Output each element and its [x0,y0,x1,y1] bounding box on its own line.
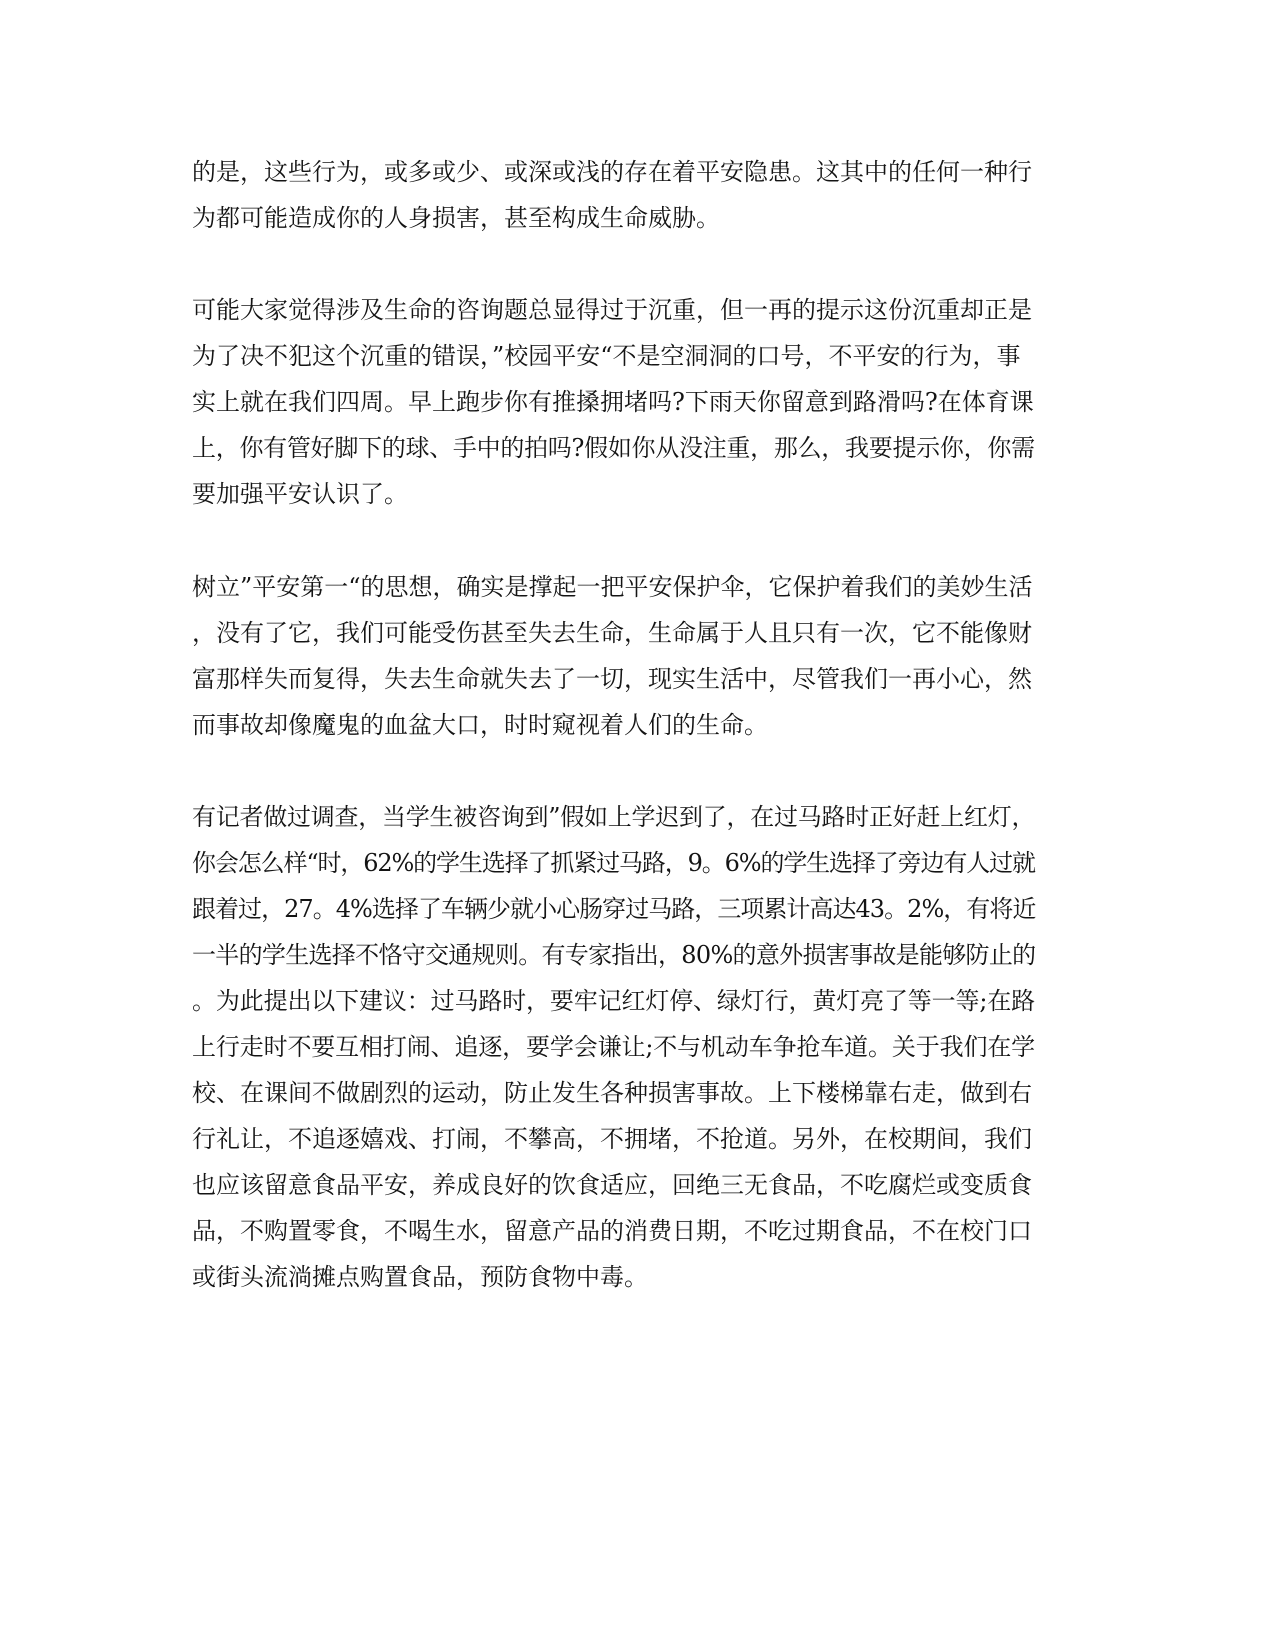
paragraph-3-line-3: 富那样失而复得，失去生命就失去了一切，现实生活中，尽管我们一再小心，然 [192,665,1032,693]
paragraph-2-line-3: 实上就在我们四周。早上跑步你有推搡拥堵吗?下雨天你留意到路滑吗?在体育课 [192,388,1034,416]
paragraph-4-line-11: 或街头流淌摊点购置食品，预防食物中毒。 [192,1263,648,1291]
paragraph-4-line-2: 你会怎么样“时，62%的学生选择了抓紧过马路，9。6%的学生选择了旁边有人过就 [192,849,1035,877]
paragraph-2-line-1: 可能大家觉得涉及生命的咨询题总显得过于沉重，但一再的提示这份沉重却正是 [192,296,1032,324]
paragraph-4-line-6: 上行走时不要互相打闹、追逐，要学会谦让;不与机动车争抢车道。关于我们在学 [192,1033,1036,1061]
paragraph-4-line-1: 有记者做过调查，当学生被咨询到”假如上学迟到了，在过马路时正好赶上红灯， [192,803,1036,831]
paragraph-4-line-9: 也应该留意食品平安，养成良好的饮食适应，回绝三无食品，不吃腐烂或变质食 [192,1171,1032,1199]
paragraph-3-line-4: 而事故却像魔鬼的血盆大口，时时窥视着人们的生命。 [192,711,768,739]
paragraph-4-line-10: 品，不购置零食，不喝生水，留意产品的消费日期，不吃过期食品，不在校门口 [192,1217,1032,1245]
paragraph-4-line-4: 一半的学生选择不恪守交通规则。有专家指出，80%的意外损害事故是能够防止的 [192,941,1036,969]
paragraph-4-line-3: 跟着过，27。4%选择了车辆少就小心肠穿过马路，三项累计高达43。2%，有将近 [192,895,1036,923]
paragraph-1-line-2: 为都可能造成你的人身损害，甚至构成生命威胁。 [192,204,720,232]
paragraph-2-line-5: 要加强平安认识了。 [192,480,408,508]
paragraph-4-line-7: 校、在课间不做剧烈的运动，防止发生各种损害事故。上下楼梯靠右走，做到右 [192,1079,1032,1107]
paragraph-4-line-8: 行礼让，不追逐嬉戏、打闹，不攀高，不拥堵，不抢道。另外，在校期间，我们 [192,1125,1032,1153]
paragraph-3-line-2: ，没有了它，我们可能受伤甚至失去生命，生命属于人且只有一次，它不能像财 [192,619,1032,647]
paragraph-3-line-1: 树立”平安第一“的思想，确实是撑起一把平安保护伞，它保护着我们的美妙生活 [192,573,1033,601]
paragraph-2-line-4: 上，你有管好脚下的球、手中的拍吗?假如你从没注重，那么，我要提示你，你需 [192,434,1035,462]
paragraph-1-line-1: 的是，这些行为，或多或少、或深或浅的存在着平安隐患。这其中的任何一种行 [192,158,1032,186]
paragraph-4-line-5: 。为此提出以下建议：过马路时，要牢记红灯停、绿灯行，黄灯亮了等一等;在路 [192,987,1036,1015]
paragraph-2-line-2: 为了决不犯这个沉重的错误，”校园平安“不是空洞洞的口号，不平安的行为，事 [192,342,1021,370]
